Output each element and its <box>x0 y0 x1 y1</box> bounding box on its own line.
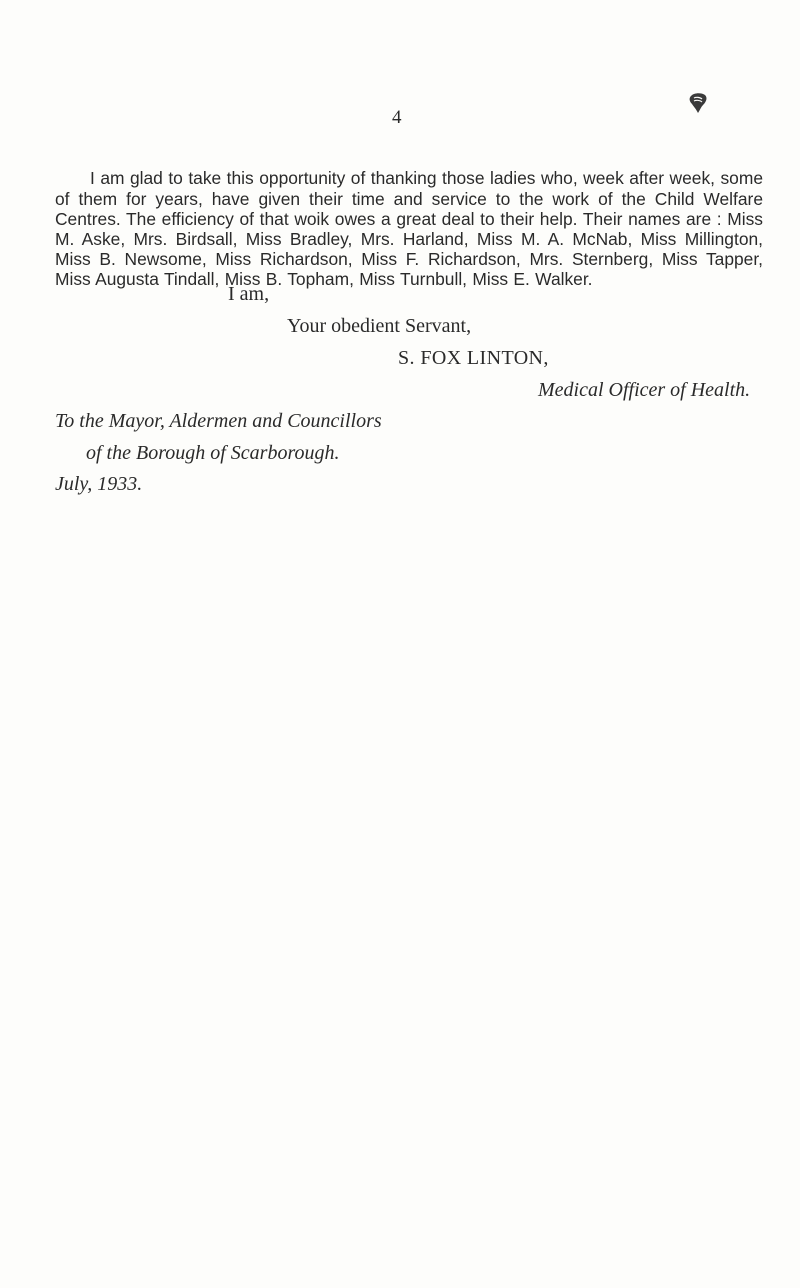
addressee-line: To the Mayor, Aldermen and Councillors <box>55 410 382 432</box>
ink-blot-icon <box>688 92 708 114</box>
addressee-line: of the Borough of Scarborough. <box>86 442 340 464</box>
letter-body: I am glad to take this opportunity of thanking those ladies who, week after week, some of them for years, have given their time and service to the work of the Child Welfare Centres. The efficiency of that woik owes a great deal to their help. Their names are : Miss M. Aske, Mrs. Birdsall, Miss Bradley, Mrs. Harland, Miss M. A. McNab, Miss Millington, Miss B. Newsome, Miss Richardson, Miss F. Richardson, Mrs. Sternberg, Miss Tapper, Miss Augusta Tindall, Miss B. Topham, Miss Turnbull, Miss E. Walker. <box>55 168 763 290</box>
page-number: 4 <box>392 107 402 128</box>
letter-closing: I am, <box>228 283 270 305</box>
signatory-name: S. FOX LINTON, <box>398 347 549 369</box>
letter-servant-line: Your obedient Servant, <box>287 315 472 337</box>
letter-date: July, 1933. <box>55 473 143 495</box>
signatory-role: Medical Officer of Health. <box>538 379 751 401</box>
